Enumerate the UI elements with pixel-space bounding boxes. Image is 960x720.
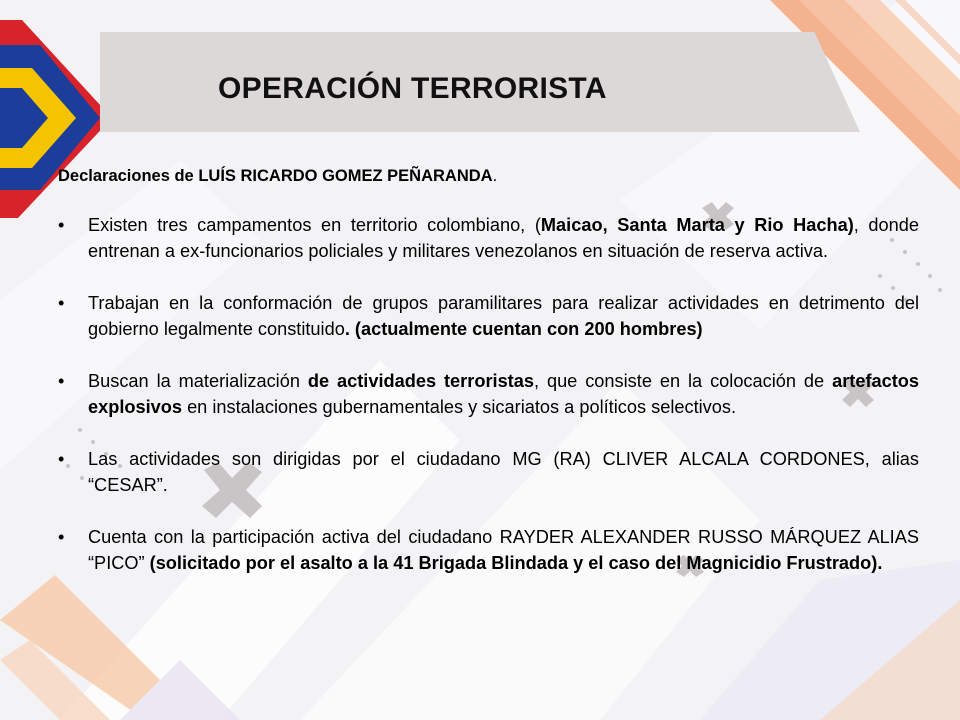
bullet-icon: • bbox=[58, 293, 65, 313]
bullet-bold-text: Maicao, Santa Marta y Rio Hacha) bbox=[540, 215, 854, 235]
subtitle-suffix: . bbox=[492, 167, 498, 185]
list-item bbox=[58, 290, 919, 342]
list-item bbox=[58, 446, 919, 498]
list-item bbox=[58, 368, 919, 420]
list-item bbox=[58, 524, 919, 576]
subtitle-prefix: Declaraciones de bbox=[58, 167, 199, 185]
bullet-icon: • bbox=[58, 215, 65, 235]
bullet-icon: • bbox=[58, 371, 65, 391]
slide-title: OPERACIÓN TERRORISTA bbox=[218, 72, 607, 105]
bullet-text: Trabajan en la conformación de grupos paramilitares para realizar actividades en detrimento del gobierno legalmente constituido bbox=[88, 293, 919, 339]
bullet-bold-text: . (actualmente cuentan con 200 hombres) bbox=[344, 319, 703, 339]
bullet-list bbox=[58, 212, 919, 576]
bullet-icon: • bbox=[58, 449, 65, 469]
subtitle bbox=[58, 167, 497, 186]
bullet-bold-text: artefactos explosivos bbox=[88, 371, 920, 417]
bullet-text: Las actividades son dirigidas por el ciudadano MG (RA) CLIVER ALCALA CORDONES, alias “CESAR”. bbox=[88, 449, 919, 495]
subtitle-name: LUÍS RICARDO GOMEZ PEÑARANDA bbox=[198, 167, 493, 185]
list-item bbox=[58, 212, 919, 264]
bullet-text: en instalaciones gubernamentales y sicariatos a políticos selectivos. bbox=[182, 397, 737, 417]
flag-chevron-icon bbox=[0, 20, 112, 218]
bullet-icon: • bbox=[58, 527, 65, 547]
bullet-text: , donde entrenan a ex-funcionarios policiales y militares venezolanos en situación de reserva activa. bbox=[88, 215, 920, 261]
bullet-text: Cuenta con la participación activa del ciudadano RAYDER ALEXANDER RUSSO MÁRQUEZ ALIAS “PICO” bbox=[88, 527, 919, 573]
bullet-bold-text: (solicitado por el asalto a la 41 Brigada Blindada y el caso del Magnicidio Frustrado). bbox=[149, 553, 883, 573]
bullet-text: Buscan la materialización bbox=[88, 371, 308, 391]
bullet-text: , que consiste en la colocación de bbox=[533, 371, 833, 391]
bullet-text: Existen tres campamentos en territorio colombiano, ( bbox=[88, 215, 541, 235]
bullet-bold-text: de actividades terroristas bbox=[307, 371, 534, 391]
